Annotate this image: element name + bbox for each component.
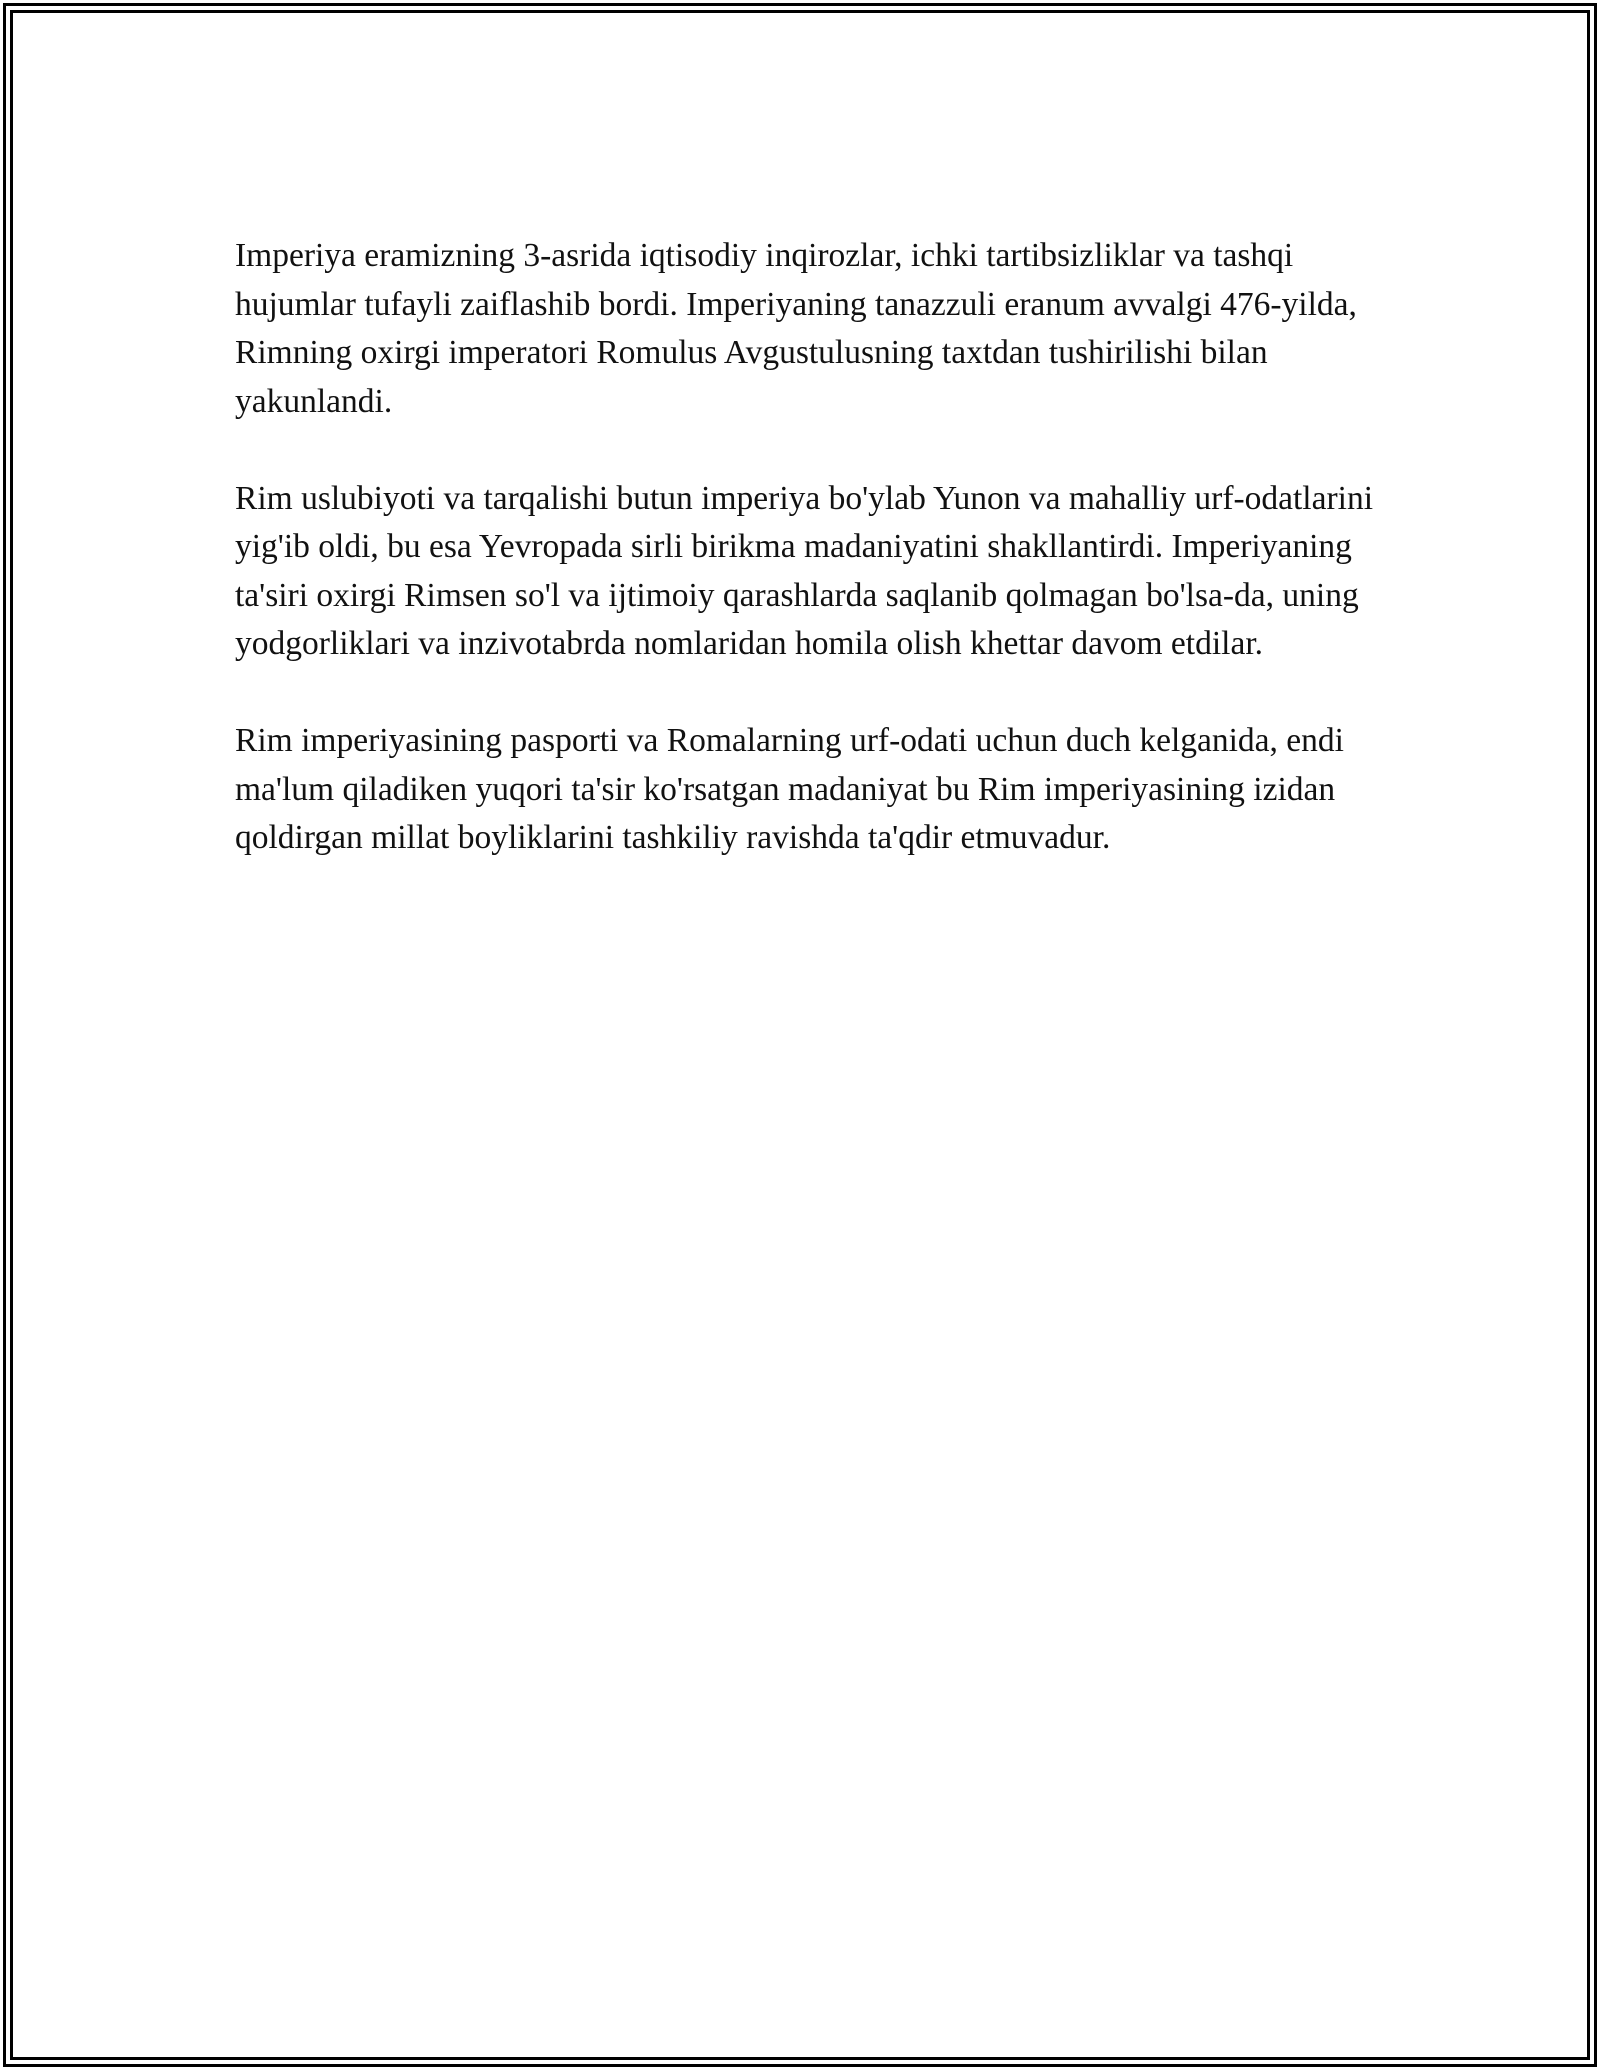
paragraph-3: Rim imperiyasining pasporti va Romalarning urf-odati uchun duch kelganida, endi ma'lum qiladiken yuqori ta'sir ko'rsatgan madaniyat bu Rim imperiyasining izidan qoldirgan millat boyliklarini tashkiliy ravishda ta'qdir etmuvadur. — [235, 722, 1344, 856]
paragraph-2: Rim uslubiyoti va tarqalishi butun imperiya bo'ylab Yunon va mahalliy urf-odatlarini yig'ib oldi, bu esa Yevropada sirli birikma madaniyatini shakllantirdi. Imperiyaning ta'siri oxirgi Rimsen so'l va ijtimoiy qarashlarda saqlanib qolmagan bo'lsa-da, uning yodgorliklari va inzivotabrda nomlaridan homila olish khettar davom etdilar. — [235, 479, 1374, 662]
paragraph-1: Imperiya eramizning 3-asrida iqtisodiy inqirozlar, ichki tartibsizliklar va tashqi hujumlar tufayli zaiflashib bordi. Imperiyaning tanazzuli eranum avvalgi 476-yilda, Rimning oxirgi imperatori Romulus Avgustulusning taxtdan tushirilishi bilan yakunlandi. — [235, 237, 1357, 420]
document-body — [235, 232, 1385, 911]
